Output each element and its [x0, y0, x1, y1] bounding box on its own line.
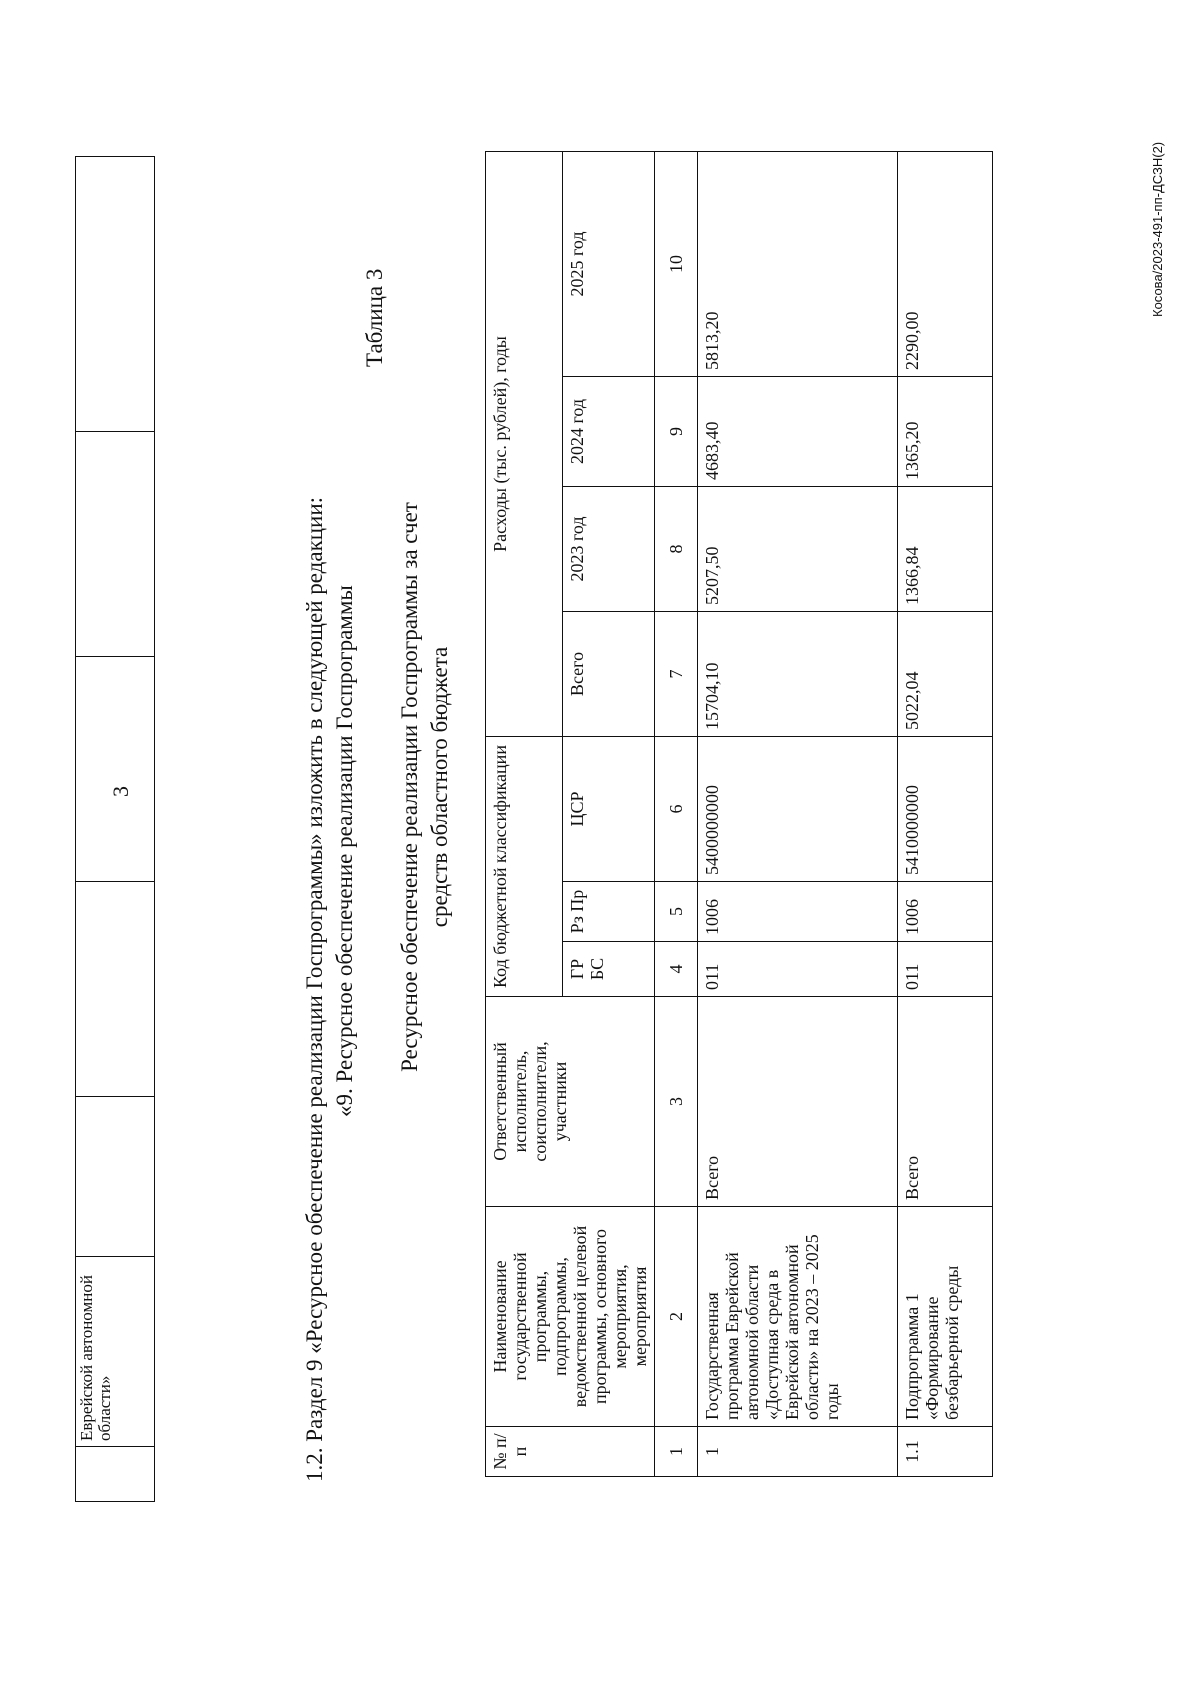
- row-2023: 5207,50: [698, 486, 898, 611]
- document-code: Косова/2023-491-пп-ДСЗН(2): [1150, 141, 1165, 317]
- top-table-cell: [76, 882, 155, 1097]
- column-number: 4: [655, 942, 698, 997]
- header-2024: 2024 год: [563, 376, 655, 486]
- row-grbs: 011: [898, 942, 993, 997]
- table-label: Таблица 3: [362, 268, 387, 367]
- column-number: 6: [655, 736, 698, 881]
- header-budget-code: Код бюджетной классификации: [486, 736, 563, 996]
- header-executor: Ответственный исполнитель, соисполнители, участники: [486, 997, 655, 1207]
- page-number: 3: [108, 786, 133, 797]
- top-table-cell: [76, 657, 155, 882]
- column-number: 8: [655, 486, 698, 611]
- header-2025: 2025 год: [563, 151, 655, 376]
- row-total: 15704,10: [698, 611, 898, 736]
- header-rzpr: Рз Пр: [563, 882, 655, 942]
- table-row: [898, 151, 993, 1476]
- row-2023: 1366,84: [898, 486, 993, 611]
- header-num: № п/п: [486, 1427, 655, 1477]
- column-number: 10: [655, 151, 698, 376]
- table-caption: [395, 437, 455, 1137]
- intro-line-1: 1.2. Раздел 9 «Ресурсное обеспечение реализации Госпрограммы» изложить в следующей редакции:: [302, 496, 327, 1482]
- row-rzpr: 1006: [898, 882, 993, 942]
- row-2025: 5813,20: [698, 151, 898, 376]
- caption-line-2: средств областного бюджета: [427, 646, 452, 928]
- row-name: Государственная программа Еврейской автономной области «Доступная среда в Еврейской автономной области» на 2023 – 2025 годы: [698, 1207, 898, 1427]
- row-rzpr: 1006: [698, 882, 898, 942]
- column-number: 1: [655, 1427, 698, 1477]
- column-number: 2: [655, 1207, 698, 1427]
- table-row: [698, 151, 898, 1476]
- caption-line-1: Ресурсное обеспечение реализации Госпрограммы за счет: [397, 502, 422, 1072]
- header-name: Наименование государственной программы, подпрограммы, ведомственной целевой программы, основного мероприятия, мероприятия: [486, 1207, 655, 1427]
- row-csr: 5400000000: [698, 736, 898, 881]
- row-2024: 4683,40: [698, 376, 898, 486]
- top-table-cell: [76, 432, 155, 657]
- top-table-cell: [76, 1447, 155, 1502]
- row-executor: Всего: [698, 997, 898, 1207]
- row-csr: 5410000000: [898, 736, 993, 881]
- top-table-region-cell: Еврейской автономной области»: [76, 1257, 155, 1447]
- intro-line-2: «9. Ресурсное обеспечение реализации Госпрограммы: [332, 585, 357, 1117]
- header-2023: 2023 год: [563, 486, 655, 611]
- row-executor: Всего: [898, 997, 993, 1207]
- row-name: Подпрограмма 1 «Формирование безбарьерной среды: [898, 1207, 993, 1427]
- resource-table: [485, 151, 993, 1477]
- column-number: 7: [655, 611, 698, 736]
- row-grbs: 011: [698, 942, 898, 997]
- header-total: Всего: [563, 611, 655, 736]
- header-csr: ЦСР: [563, 736, 655, 881]
- column-number: 9: [655, 376, 698, 486]
- top-table-cell: [76, 157, 155, 432]
- column-number: 5: [655, 882, 698, 942]
- row-total: 5022,04: [898, 611, 993, 736]
- row-num: 1.1: [898, 1427, 993, 1477]
- row-2025: 2290,00: [898, 151, 993, 376]
- row-num: 1: [698, 1427, 898, 1477]
- previous-table-fragment: [75, 156, 155, 1502]
- intro-paragraph: [300, 497, 360, 1482]
- column-number-row: [655, 151, 698, 1476]
- top-table-cell: [76, 1097, 155, 1257]
- header-expenses: Расходы (тыс. рублей), годы: [486, 151, 563, 736]
- header-grbs: ГР БС: [563, 942, 655, 997]
- row-2024: 1365,20: [898, 376, 993, 486]
- column-number: 3: [655, 997, 698, 1207]
